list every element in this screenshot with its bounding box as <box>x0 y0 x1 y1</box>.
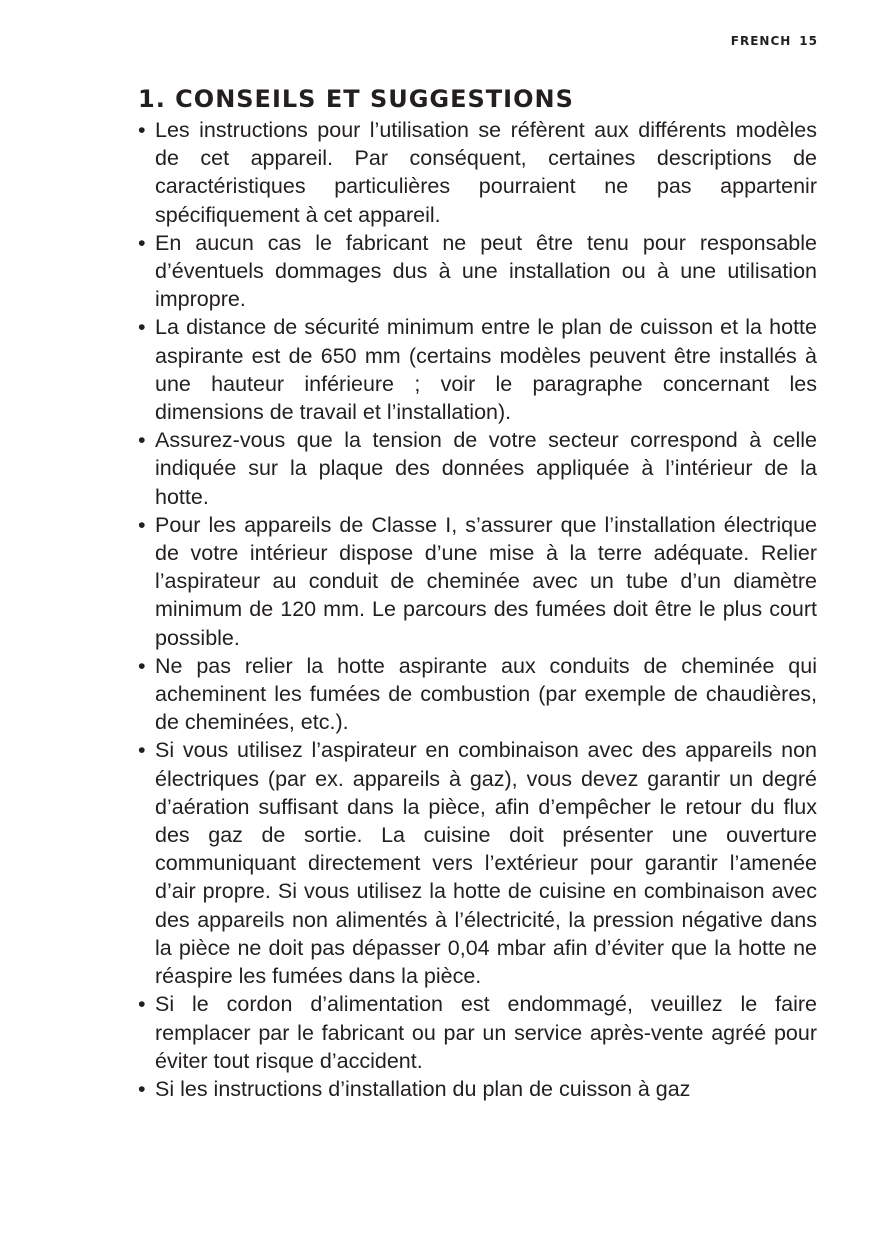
bullet-icon: • <box>138 118 146 142</box>
list-item <box>138 736 817 990</box>
list-item <box>138 1075 817 1103</box>
bullet-icon: • <box>138 653 146 678</box>
list-item <box>138 116 817 229</box>
list-item-text: Si vous utilisez l’aspirateur en combinaison avec des appareils non électriques (par ex. appareils à gaz), vous devez garantir un degré d’aération suffisant dans la pièce, afin d’empêcher le retour du flux des gaz de sortie. La cuisine doit présenter une ouverture communiquant directement vers l’extérieur pour garantir l’amenée d’air propre. Si vous utilisez la hotte de cuisine en combinaison avec des appareils non alimentés à l’électricité, la pression négative dans la pièce ne doit pas dépasser 0,04 mbar afin d’éviter que la hotte ne réaspire les fumées dans la pièce. <box>155 738 817 989</box>
list-item-text: Si les instructions d’installation du plan de cuisson à gaz <box>155 1076 691 1101</box>
list-item-text: En aucun cas le fabricant ne peut être tenu pour responsable d’éventuels dommages dus à une installation ou à une utilisation impropre. <box>155 230 817 312</box>
list-item <box>138 652 817 737</box>
header-language: FRENCH <box>730 34 792 48</box>
list-item-text: Ne pas relier la hotte aspirante aux conduits de cheminée qui acheminent les fumées de combustion (par exemple de chaudières, de cheminées, etc.). <box>155 653 817 735</box>
list-item-text: Assurez-vous que la tension de votre secteur correspond à celle indiquée sur la plaque des données appliquée à l’intérieur de la hotte. <box>155 428 817 509</box>
list-item <box>138 511 817 652</box>
page-content <box>138 82 817 1103</box>
bullet-icon: • <box>138 428 146 453</box>
list-item <box>138 229 817 314</box>
advice-list <box>138 116 817 1103</box>
list-item <box>138 426 817 511</box>
list-item-text: Les instructions pour l’utilisation se réfèrent aux différents modèles de cet appareil. Par conséquent, certaines descriptions de caractéristiques particulières pourraient ne pas appartenir spécifiquement à cet appareil. <box>155 118 817 227</box>
bullet-icon: • <box>138 738 146 763</box>
list-item-text: Pour les appareils de Classe I, s’assurer que l’installation électrique de votre intérieur dispose d’une mise à la terre adéquate. Relier l’aspirateur au conduit de cheminée avec un tube d’un diamètre minimum de 120 mm. Le parcours des fumées doit être le plus court possible. <box>155 512 817 650</box>
list-item <box>138 990 817 1075</box>
bullet-icon: • <box>138 230 146 255</box>
page-number: 15 <box>799 34 818 48</box>
section-title: 1. CONSEILS ET SUGGESTIONS <box>138 85 574 113</box>
bullet-icon: • <box>138 512 146 537</box>
bullet-icon: • <box>138 1076 146 1101</box>
page-header <box>731 34 818 48</box>
list-item <box>138 313 817 426</box>
bullet-icon: • <box>138 992 146 1017</box>
bullet-icon: • <box>138 315 146 340</box>
list-item-text: La distance de sécurité minimum entre le plan de cuisson et la hotte aspirante est de 650 mm (certains modèles peuvent être installés à une hauteur inférieure ; voir le paragraphe concernant les dimensions de travail et l’installation). <box>155 315 817 425</box>
list-item-text: Si le cordon d’alimentation est endommagé, veuillez le faire remplacer par le fabricant ou par un service après-vente agréé pour éviter tout risque d’accident. <box>155 992 817 1073</box>
